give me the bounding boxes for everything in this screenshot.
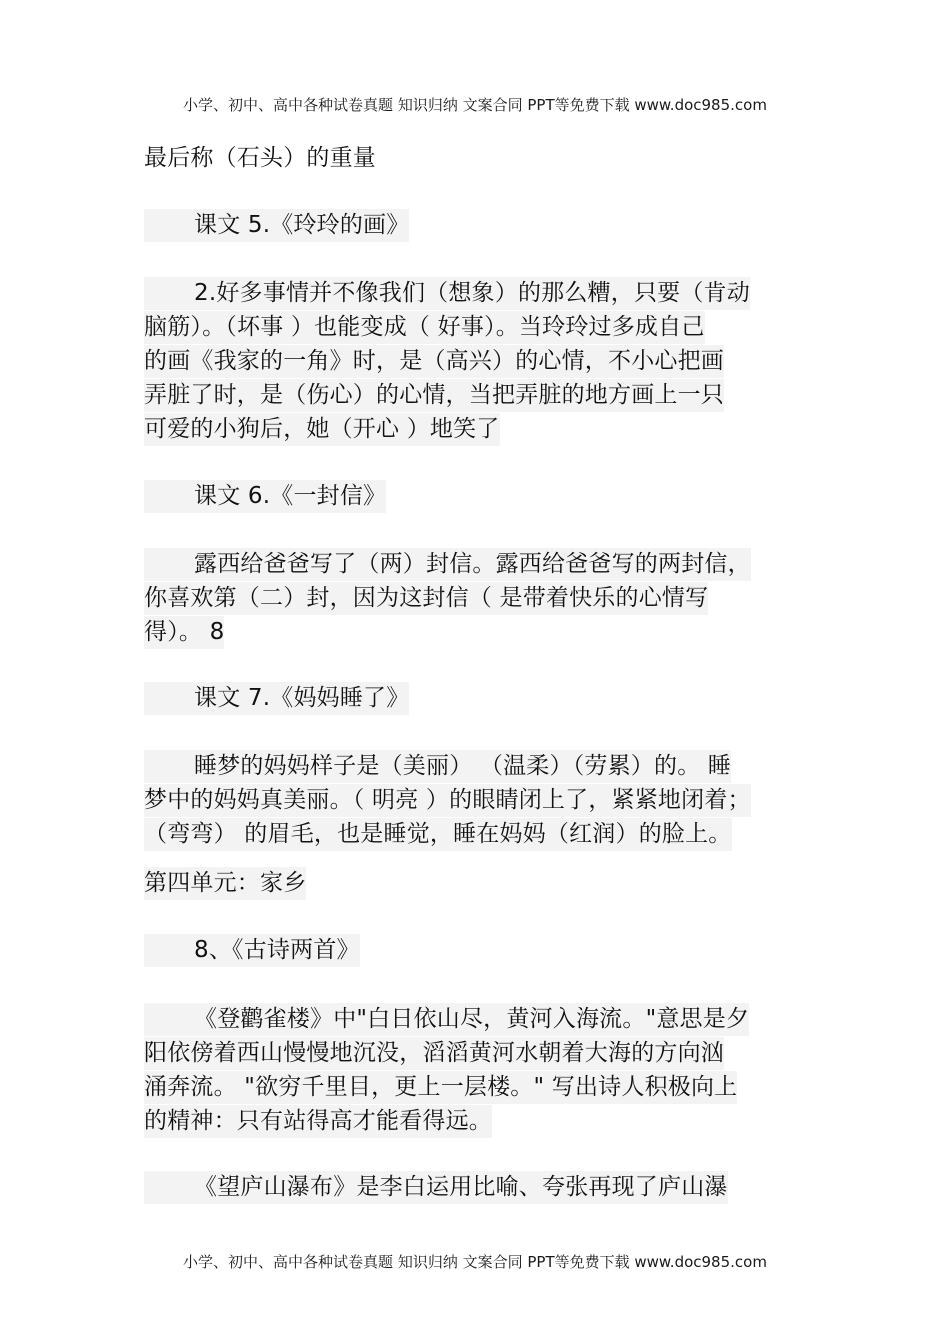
page-footer: 小学、初中、高中各种试卷真题 知识归纳 文案合同 PPT等免费下载 www.doc985.com: [183, 1253, 767, 1271]
paragraph-line: （弯弯） 的眉毛，也是睡觉，睡在妈妈（红润）的脸上。: [144, 818, 732, 851]
heading-lesson-7: 课文 7.《妈妈睡了》: [144, 682, 409, 715]
paragraph-line: 《望庐山瀑布》是李白运用比喻、夸张再现了庐山瀑: [144, 1171, 728, 1204]
paragraph-line: 可爱的小狗后，她（开心 ）地笑了: [144, 413, 500, 446]
heading-lesson-5: 课文 5.《玲玲的画》: [144, 209, 409, 242]
heading-lesson-8: 8、《古诗两首》: [144, 934, 360, 967]
page-header: 小学、初中、高中各种试卷真题 知识归纳 文案合同 PPT等免费下载 www.doc985.com: [183, 96, 767, 114]
paragraph-line: 的精神：只有站得高才能看得远。: [144, 1105, 492, 1138]
paragraph-line: 你喜欢第（二）封，因为这封信（ 是带着快乐的心情写: [144, 582, 708, 615]
paragraph-line: 涌奔流。 "欲穷千里目，更上一层楼。" 写出诗人积极向上: [144, 1071, 737, 1104]
unit-heading: 第四单元：家乡: [144, 867, 306, 900]
paragraph-line: 得）。 8: [144, 616, 224, 649]
paragraph-line: 《登鹳雀楼》中"白日依山尽，黄河入海流。"意思是夕: [144, 1003, 749, 1036]
intro-line: 最后称（石头）的重量: [144, 145, 376, 171]
paragraph-line: 梦中的妈妈真美丽。（ 明亮 ）的眼睛闭上了，紧紧地闭着；: [144, 784, 751, 817]
paragraph-line: 弄脏了时，是（伤心）的心情，当把弄脏的地方画上一只: [144, 379, 724, 412]
paragraph-line: 阳依傍着西山慢慢地沉没，滔滔黄河水朝着大海的方向汹: [144, 1037, 724, 1070]
paragraph-line: 2.好多事情并不像我们（想象）的那么糟，只要（肯动: [144, 277, 750, 310]
paragraph-line: 脑筋）。（坏事 ）也能变成（ 好事）。当玲玲过多成自己: [144, 311, 705, 344]
paragraph-line: 的画《我家的一角》时，是（高兴）的心情，不小心把画: [144, 345, 724, 378]
paragraph-line: 露西给爸爸写了（两）封信。露西给爸爸写的两封信，: [144, 548, 751, 581]
heading-lesson-6: 课文 6.《一封信》: [144, 480, 386, 513]
paragraph-line: 睡梦的妈妈样子是（美丽） （温柔）（劳累）的。 睡: [144, 750, 731, 783]
